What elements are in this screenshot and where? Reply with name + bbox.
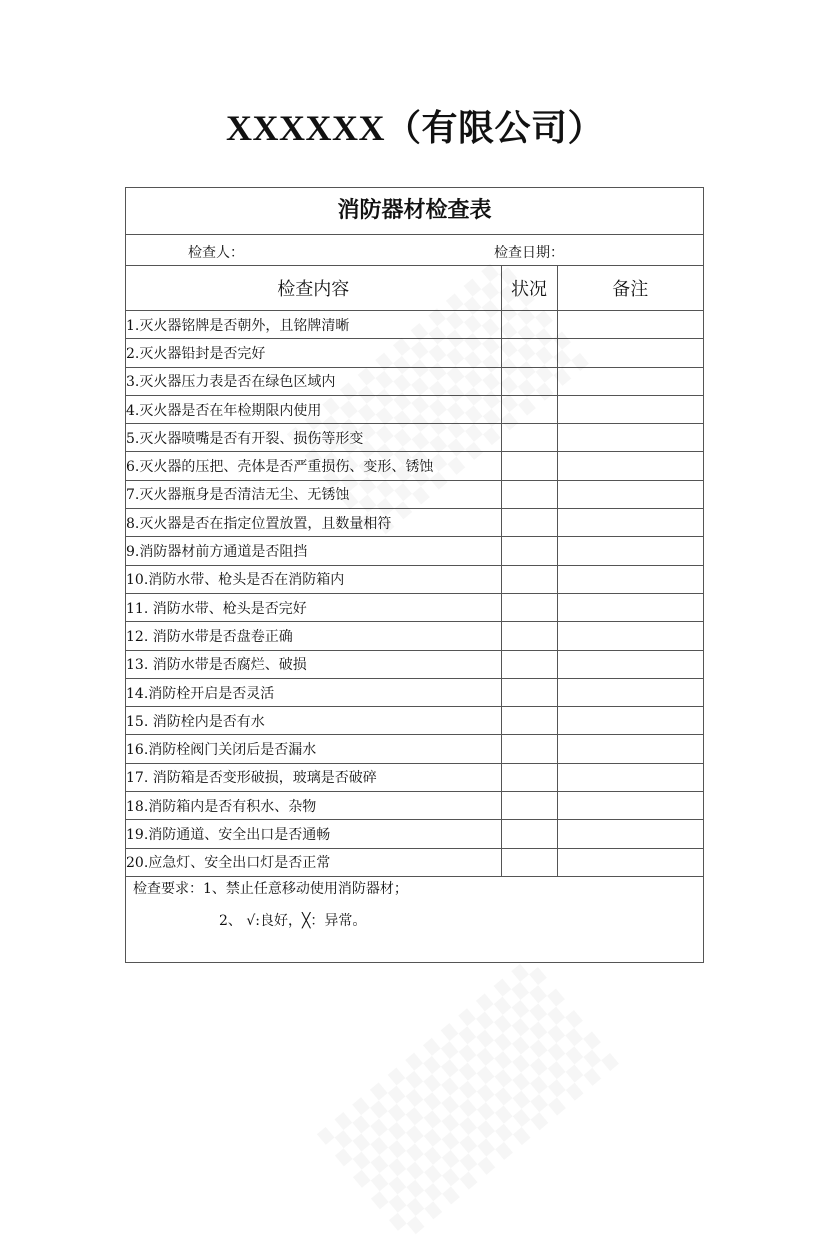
table-row [126,792,703,820]
status-cell[interactable] [501,763,557,791]
remarks-cell[interactable] [557,650,703,678]
table-row [126,311,703,339]
table-header-row [126,266,703,311]
remarks-cell[interactable] [557,537,703,565]
item-content: 1.灭火器铭牌是否朝外，且铭牌清晰 [126,311,501,339]
item-content: 11. 消防水带、枪头是否完好 [126,593,501,621]
item-content: 5.灭火器喷嘴是否有开裂、损伤等形变 [126,424,501,452]
inspection-table [126,266,703,877]
table-row [126,424,703,452]
remarks-cell[interactable] [557,509,703,537]
table-row [126,622,703,650]
table-row [126,820,703,848]
remarks-cell[interactable] [557,367,703,395]
table-row [126,480,703,508]
status-cell[interactable] [501,480,557,508]
status-cell[interactable] [501,735,557,763]
header-content: 检查内容 [126,266,501,311]
item-content: 17. 消防箱是否变形破损，玻璃是否破碎 [126,763,501,791]
status-cell[interactable] [501,820,557,848]
remarks-cell[interactable] [557,565,703,593]
status-cell[interactable] [501,311,557,339]
meta-row [126,235,703,266]
item-content: 13. 消防水带是否腐烂、破损 [126,650,501,678]
header-remarks: 备注 [557,266,703,311]
item-content: 12. 消防水带是否盘卷正确 [126,622,501,650]
remarks-cell[interactable] [557,792,703,820]
status-cell[interactable] [501,707,557,735]
table-row [126,537,703,565]
status-cell[interactable] [501,452,557,480]
status-cell[interactable] [501,848,557,876]
status-cell[interactable] [501,537,557,565]
item-content: 2.灭火器铅封是否完好 [126,339,501,367]
remarks-cell[interactable] [557,480,703,508]
table-row [126,763,703,791]
table-row [126,565,703,593]
item-content: 15. 消防栓内是否有水 [126,707,501,735]
header-status: 状况 [501,266,557,311]
remarks-cell[interactable] [557,820,703,848]
status-cell[interactable] [501,622,557,650]
table-row [126,848,703,876]
remarks-cell[interactable] [557,622,703,650]
form-title: 消防器材检查表 [126,188,703,235]
company-title: XXXXXX（有限公司） [226,108,604,148]
remarks-cell[interactable] [557,395,703,423]
remarks-cell[interactable] [557,678,703,706]
status-cell[interactable] [501,424,557,452]
item-content: 6.灭火器的压把、壳体是否严重损伤、变形、锈蚀 [126,452,501,480]
inspection-form [125,187,704,963]
status-cell[interactable] [501,339,557,367]
status-cell[interactable] [501,367,557,395]
table-row [126,367,703,395]
table-row [126,735,703,763]
remarks-cell[interactable] [557,735,703,763]
inspector-label: 检查人： [188,245,244,261]
item-content: 4.灭火器是否在年检期限内使用 [126,395,501,423]
remarks-cell[interactable] [557,763,703,791]
item-content: 19.消防通道、安全出口是否通畅 [126,820,501,848]
table-row [126,593,703,621]
table-row [126,707,703,735]
status-cell[interactable] [501,565,557,593]
item-content: 16.消防栓阀门关闭后是否漏水 [126,735,501,763]
item-content: 9.消防器材前方通道是否阻挡 [126,537,501,565]
table-row [126,650,703,678]
remarks-cell[interactable] [557,311,703,339]
table-row [126,395,703,423]
table-row [126,509,703,537]
status-cell[interactable] [501,678,557,706]
item-content: 14.消防栓开启是否灵活 [126,678,501,706]
requirements [126,877,703,931]
table-row [126,339,703,367]
item-content: 20.应急灯、安全出口灯是否正常 [126,848,501,876]
remarks-cell[interactable] [557,339,703,367]
item-content: 7.灭火器瓶身是否清洁无尘、无锈蚀 [126,480,501,508]
table-row [126,678,703,706]
table-row [126,452,703,480]
remarks-cell[interactable] [557,707,703,735]
status-cell[interactable] [501,792,557,820]
watermark [318,957,619,1241]
remarks-cell[interactable] [557,424,703,452]
status-cell[interactable] [501,593,557,621]
item-content: 3.灭火器压力表是否在绿色区域内 [126,367,501,395]
remarks-cell[interactable] [557,452,703,480]
item-content: 10.消防水带、枪头是否在消防箱内 [126,565,501,593]
remarks-cell[interactable] [557,848,703,876]
status-cell[interactable] [501,509,557,537]
date-label: 检查日期： [494,245,564,261]
requirement-line-2: 2、 √:良好，╳：异常。 [219,912,367,929]
remarks-cell[interactable] [557,593,703,621]
status-cell[interactable] [501,395,557,423]
requirement-line-1: 检查要求：1、禁止任意移动使用消防器材； [133,880,408,897]
item-content: 18.消防箱内是否有积水、杂物 [126,792,501,820]
status-cell[interactable] [501,650,557,678]
item-content: 8.灭火器是否在指定位置放置，且数量相符 [126,509,501,537]
